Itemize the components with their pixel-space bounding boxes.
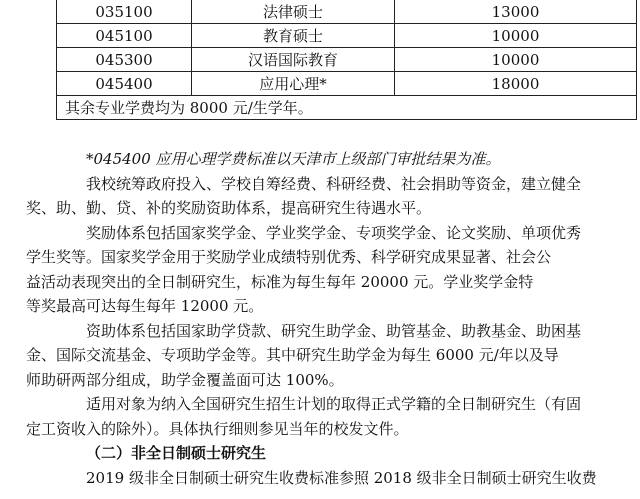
- table-row: [57, 24, 637, 48]
- program-name: 法律硕士: [192, 0, 395, 24]
- program-name: 汉语国际教育: [192, 48, 395, 72]
- table-row: [57, 48, 637, 72]
- footnote: *045400 应用心理学费标准以天津市上级部门审批结果为准。: [86, 150, 501, 168]
- text-line: 奖、助、勤、贷、补的奖励资助体系，提高研究生待遇水平。: [26, 199, 432, 217]
- section-heading: （二）非全日制硕士研究生: [86, 444, 267, 462]
- text-line: 定工资收入的除外）。具体执行细则参见当年的校发文件。: [26, 419, 409, 438]
- program-name: 应用心理*: [192, 72, 395, 96]
- text-line: 师助研两部分组成，助学金覆盖面可达 100%。: [26, 370, 344, 389]
- text-line: 益活动表现突出的全日制研究生，标准为每生每年 20000 元。学业奖学金特: [26, 272, 534, 291]
- program-fee: 18000: [395, 72, 637, 96]
- program-code: 045300: [57, 48, 192, 72]
- text-line: 资助体系包括国家助学贷款、研究生助学金、助管基金、助教基金、助困基: [86, 321, 582, 340]
- document-body: [26, 147, 640, 490]
- paragraph-aid: [26, 319, 640, 393]
- paragraph-funding: [26, 172, 640, 221]
- paragraph-awards: [26, 221, 640, 319]
- text-line: 学生奖等。国家奖学金用于奖励学业成绩特别优秀、科学研究成果显著、社会公: [26, 248, 552, 266]
- table-row: [57, 0, 637, 24]
- program-code: 035100: [57, 0, 192, 24]
- program-fee: 13000: [395, 0, 637, 24]
- text-line: 我校统筹政府投入、学校自筹经费、科研经费、社会捐助等资金，建立健全: [86, 174, 582, 193]
- text-line: 适用对象为纳入全国研究生招生计划的取得正式学籍的全日制研究生（有固: [86, 395, 582, 413]
- table-note: 其余专业学费均为 8000 元/生学年。: [57, 96, 637, 120]
- program-fee: 10000: [395, 48, 637, 72]
- text-line: 奖励体系包括国家奖学金、学业奖学金、专项奖学金、论文奖励、单项优秀: [86, 223, 582, 242]
- paragraph-eligibility: [26, 392, 640, 441]
- paragraph-part-time: 2019 级非全日制硕士研究生收费标准参照 2018 级非全日制硕士研究生收费: [86, 468, 597, 487]
- program-name: 教育硕士: [192, 24, 395, 48]
- text-line: 等奖最高可达每生每年 12000 元。: [26, 297, 264, 315]
- program-code: 045100: [57, 24, 192, 48]
- text-line: 金、国际交流基金、专项助学金等。其中研究生助学金为每生 6000 元/年以及导: [26, 346, 559, 364]
- program-code: 045400: [57, 72, 192, 96]
- table-note-row: [57, 96, 637, 120]
- program-fee: 10000: [395, 24, 637, 48]
- fee-table: [56, 0, 637, 120]
- table-row: [57, 72, 637, 96]
